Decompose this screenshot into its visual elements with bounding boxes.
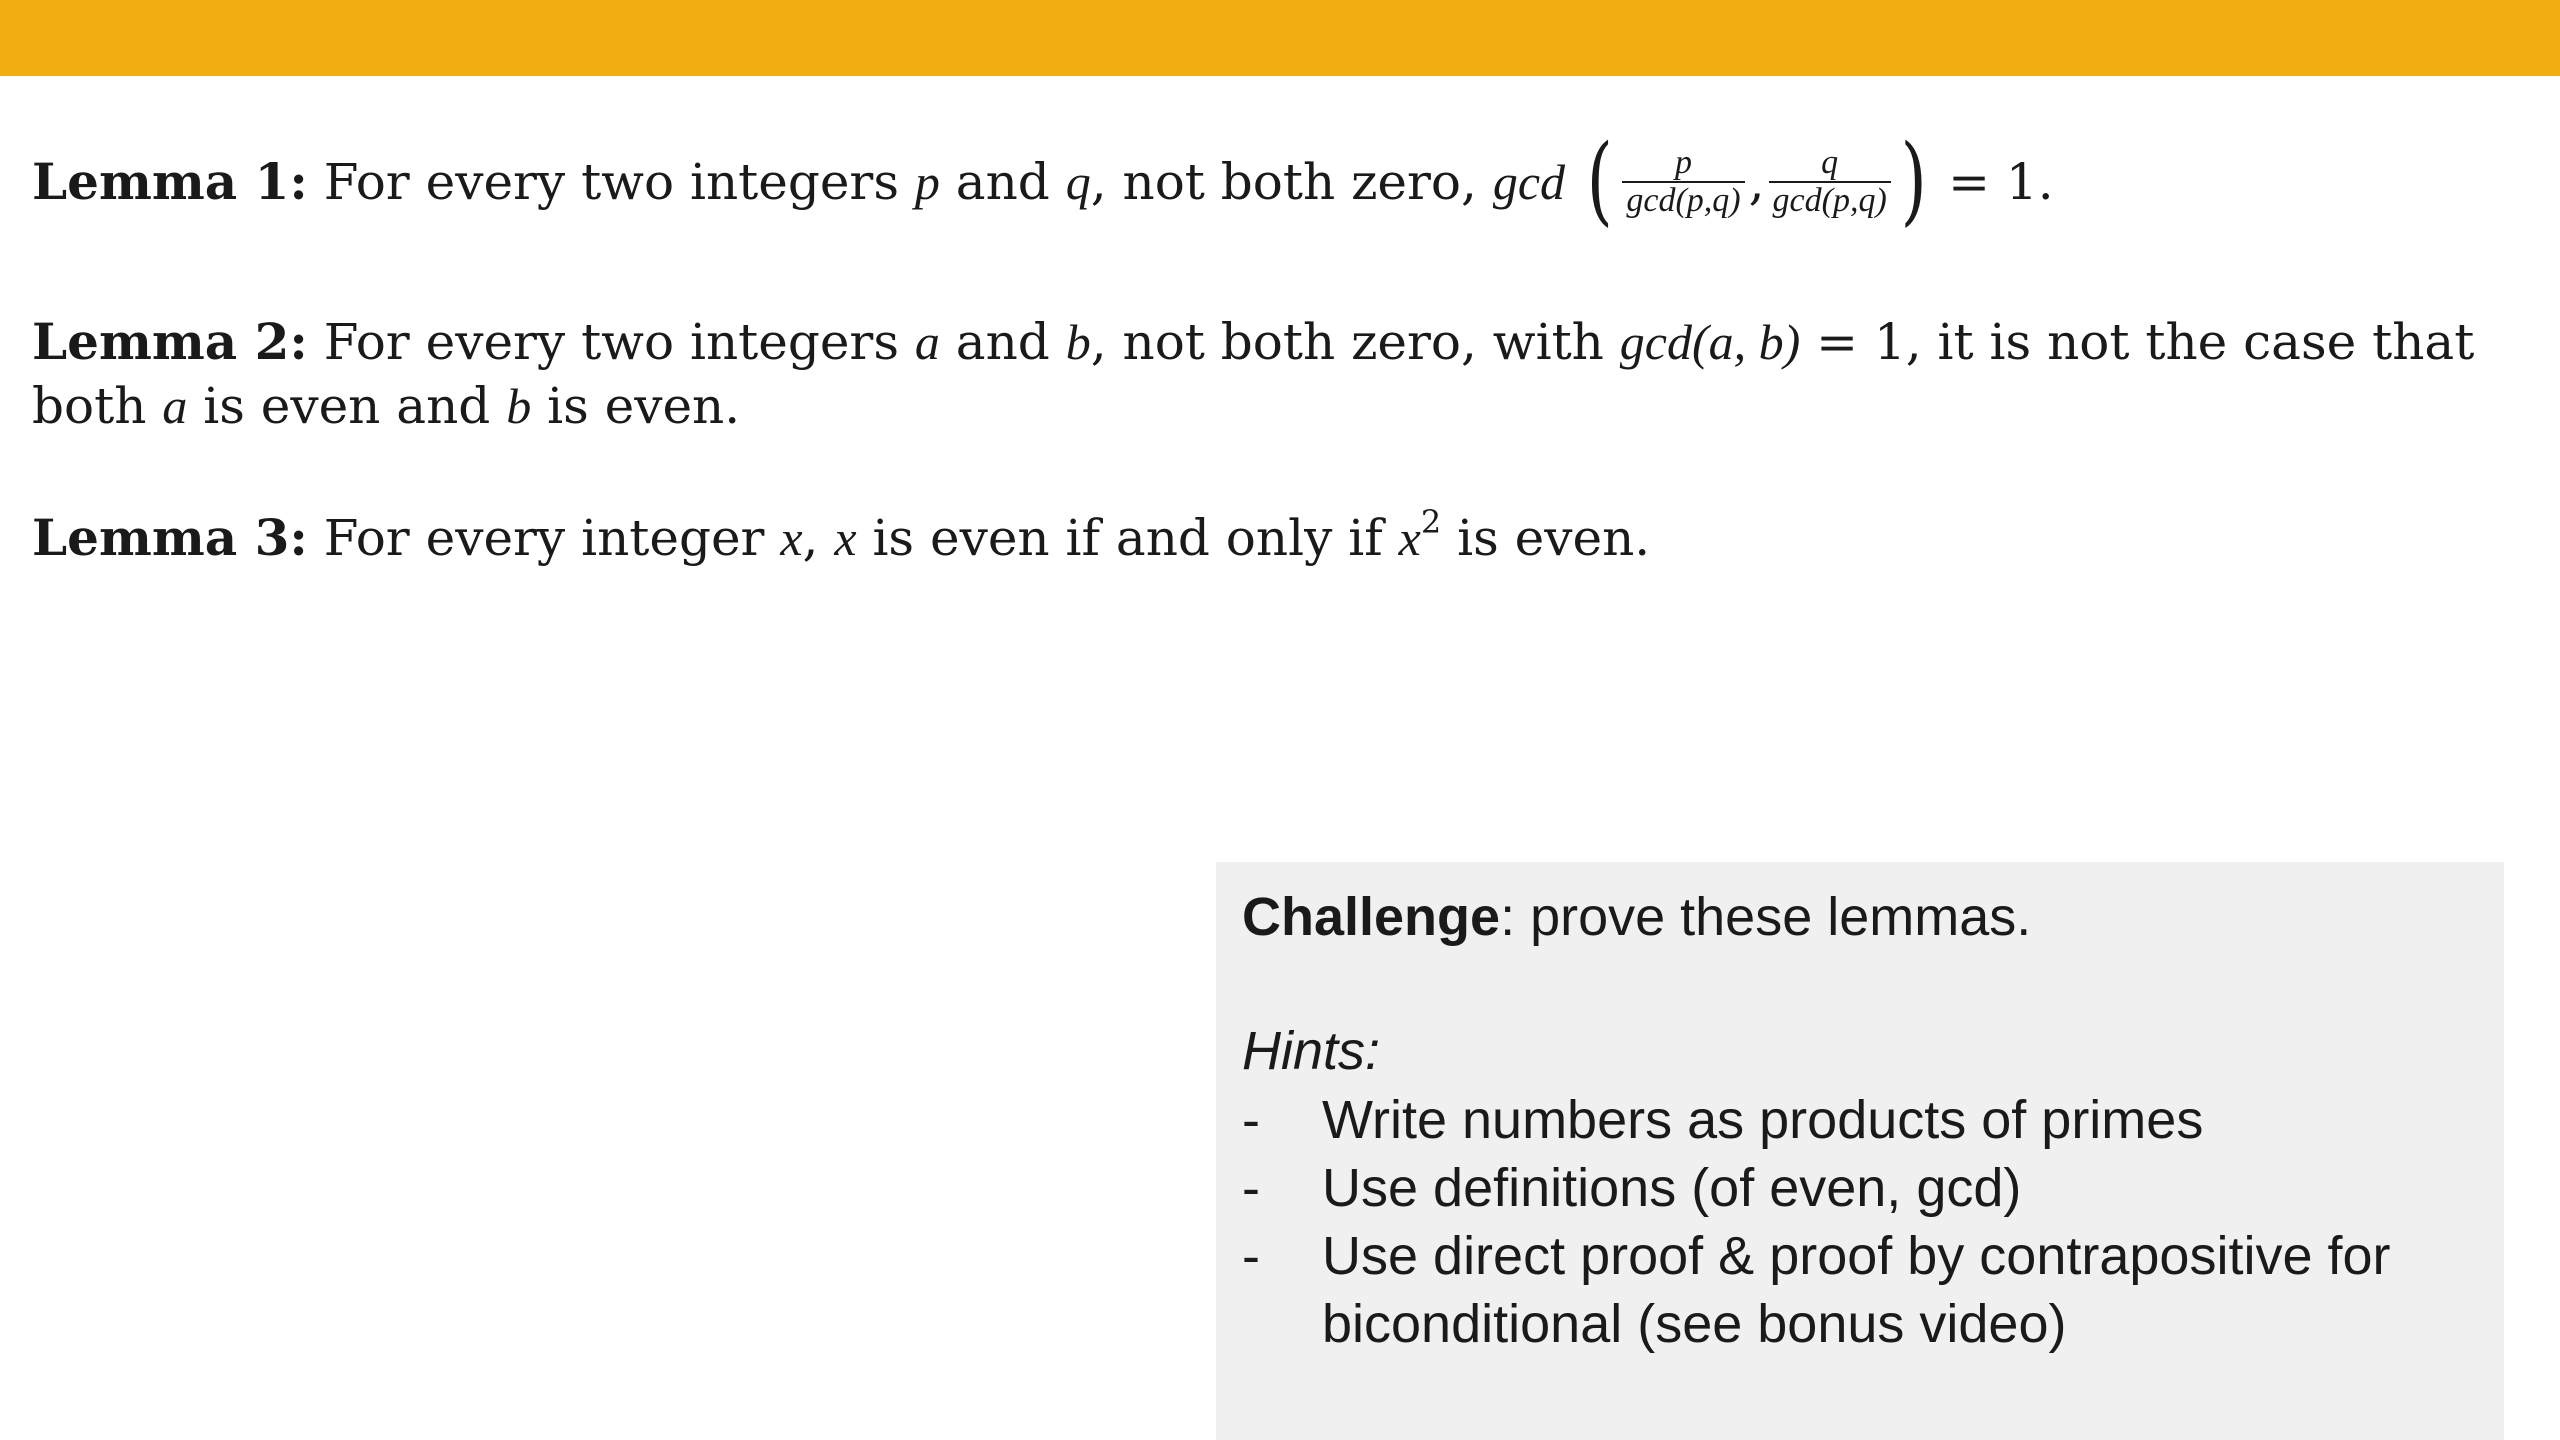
var-a: a <box>162 378 188 434</box>
var-x: x <box>1398 510 1421 566</box>
hint-text: Use direct proof & proof by contrapositive for biconditional (see bonus video) <box>1322 1226 2391 1354</box>
lemma-2-text: = 1, it is not the case that both <box>32 313 2475 435</box>
var-q: q <box>1065 154 1091 210</box>
lemma-3-text: , <box>802 509 835 567</box>
lemma-3-text: is even if and only if <box>856 509 1399 567</box>
hint-item <box>1242 1222 2478 1358</box>
var-b: b <box>506 378 532 434</box>
lemma-2-text: is even and <box>187 377 507 435</box>
fraction-1-numerator: p <box>1622 145 1744 183</box>
hints-list <box>1242 1086 2478 1358</box>
lemma-3-text: is even. <box>1441 509 1651 567</box>
lemma-2-text: is even. <box>531 377 741 435</box>
lemma-2 <box>32 310 2492 438</box>
lemma-1-label: Lemma 1: <box>32 152 308 211</box>
bullet-dash: - <box>1242 1226 1260 1286</box>
fraction-2-numerator: q <box>1769 145 1891 183</box>
hint-text: Write numbers as products of primes <box>1322 1090 2204 1150</box>
lemma-3 <box>32 503 2492 570</box>
gcd-function: gcd <box>1492 154 1566 210</box>
challenge-box <box>1216 862 2504 1440</box>
var-x: x <box>780 510 803 566</box>
bullet-dash: - <box>1242 1158 1260 1218</box>
hint-item <box>1242 1086 2478 1154</box>
fraction-2 <box>1769 145 1891 219</box>
challenge-title <box>1242 884 2478 950</box>
hints-title: Hints: <box>1242 1021 1381 1081</box>
hint-text: Use definitions (of even, gcd) <box>1322 1158 2022 1218</box>
left-paren: ( <box>1586 124 1613 236</box>
var-a: a <box>914 314 940 370</box>
var-x: x <box>834 510 857 566</box>
lemma-2-label: Lemma 2: <box>32 312 308 371</box>
lemma-1-text: , not both zero, <box>1090 153 1493 211</box>
exponent: 2 <box>1420 503 1442 541</box>
challenge-title-bold: Challenge <box>1242 887 1501 947</box>
hint-item <box>1242 1154 2478 1222</box>
var-p: p <box>914 154 940 210</box>
lemma-1 <box>32 124 2492 236</box>
header-bar <box>0 0 2560 76</box>
lemma-2-text: , not both zero, with <box>1090 313 1620 371</box>
lemma-1-text: and <box>939 153 1066 211</box>
lemma-3-label: Lemma 3: <box>32 508 308 567</box>
lemma-2-text: and <box>939 313 1066 371</box>
fraction-2-denominator: gcd(p,q) <box>1772 182 1887 219</box>
var-b: b <box>1065 314 1091 370</box>
fraction-1-denominator: gcd(p,q) <box>1626 182 1741 219</box>
right-paren: ) <box>1900 124 1927 236</box>
lemma-3-text: For every integer <box>323 509 781 567</box>
lemma-1-tail: = 1. <box>1932 153 2054 211</box>
bullet-dash: - <box>1242 1090 1260 1150</box>
gcd-expression: gcd(a, b) <box>1619 314 1801 370</box>
comma: , <box>1748 153 1765 211</box>
fraction-1 <box>1622 145 1744 219</box>
lemma-1-text: For every two integers <box>323 153 915 211</box>
lemma-2-text: For every two integers <box>323 313 915 371</box>
challenge-title-rest: : prove these lemmas. <box>1500 887 2032 947</box>
